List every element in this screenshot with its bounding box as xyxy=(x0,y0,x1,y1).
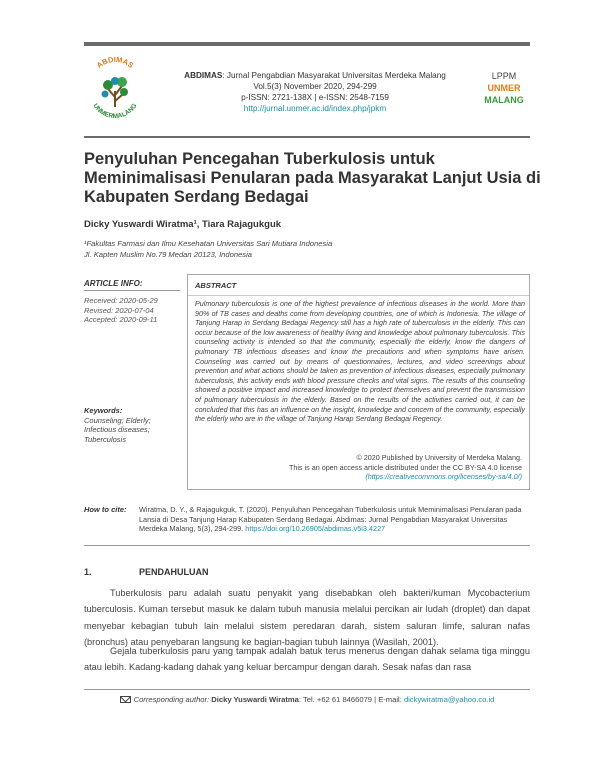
affiliation xyxy=(84,238,332,260)
journal-name: : Jurnal Pengabdian Masyarakat Universitas Merdeka Malang xyxy=(222,71,446,80)
citation-text: Wiratma, D. Y., & Rajagukguk, T. (2020). Penyuluhan Pencegahan Tuberkulosis untuk Meminimalisasi Penularan pada Lansia di Desa Tanjung Harap Kabupaten Serdang Bedagai. Abdimas: Jurnal Pengabdian Masyarakat Universitas Merdeka Malang, 5(3), 294-299. xyxy=(139,505,522,533)
affiliation-line1: ¹Fakultas Farmasi dan Ilmu Kesehatan Universitas Sari Mutiara Indonesia xyxy=(84,239,333,248)
footer-author: Dicky Yuswardi Wiratma xyxy=(211,695,299,704)
license xyxy=(202,453,522,482)
journal-issn: p-ISSN: 2721-138X | e-ISSN: 2548-7159 xyxy=(241,93,389,102)
article-title: Penyuluhan Pencegahan Tuberkulosis untuk Meminimalisasi Penularan pada Masyarakat Lanjut Usia di Kabupaten Serdang Bedagai xyxy=(84,150,541,206)
journal-volume: Vol.5(3) November 2020, 294-299 xyxy=(253,82,377,91)
authors: Dicky Yuswardi Wiratma¹, Tiara Rajagukguk xyxy=(84,219,282,230)
divider xyxy=(84,290,180,291)
svg-text:UNMERMALANG: UNMERMALANG xyxy=(91,102,139,121)
citation-heading: How to cite: xyxy=(84,505,127,514)
footer-label: Corresponding author: xyxy=(133,695,210,704)
article-dates xyxy=(84,296,158,325)
lppm-line3: MALANG xyxy=(484,95,524,105)
journal-info xyxy=(150,70,480,114)
footer-tel: : Tel. +62 61 8466079 | E-mail: xyxy=(298,695,404,704)
license-line1: © 2020 Published by University of Merdeka Malang. xyxy=(356,453,522,462)
abstract-box xyxy=(187,274,530,490)
affiliation-line2: Jl. Kapten Muslim No.79 Medan 20123, Indonesia xyxy=(84,250,253,259)
abdimas-logo xyxy=(84,55,146,123)
footer-email-link[interactable]: dickywiratma@yahoo.co.id xyxy=(403,695,495,704)
header-rule-bottom xyxy=(84,136,530,138)
keyword-line: Counseling; Elderly; xyxy=(84,415,151,425)
section-number: 1. xyxy=(84,567,92,577)
lppm-line1: LPPM xyxy=(491,71,517,81)
keyword-line: Infectious diseases; xyxy=(84,425,150,434)
section-heading xyxy=(84,567,209,577)
lppm-logo xyxy=(478,70,530,106)
keywords xyxy=(84,406,151,444)
journal-acronym: ABDIMAS xyxy=(184,71,223,80)
citation xyxy=(139,505,530,534)
abstract-text: Pulmonary tuberculosis is one of the highest prevalence of infectious diseases in the world. More than 90% of TB cases and deaths come from developing countries, one of which is Indonesia. The village of Tanjung Harap in Serdang Bedagai Regency still has a high rate of tuberculosis in the elderly. This can occur because of the low awareness of healthy living and knowledge about pulmonary tuberculosis. This counseling activity is intended so that the community, especially the elderly, know the dangers of pulmonary TB infectious diseases and know the precautions and when symptoms have arisen. Counseling was carried out by means of questionnaires, lectures, and video screenings about prevention and what actions should be taken as prevention of infectious diseases, especially pulmonary tuberculosis, this activity ends with blood pressure checks and vital signs. The results of this counseling showed a positive impact and increased knowledge to protect themselves and prevent the transmission of pulmonary tuberculosis in the elderly. Based on the results of the activities carried out, it can be concluded that this has an influence on the insight, knowledge and concern of the community, especially the elderly who are in the village of Tanjung Harap Serdang Bedagai Regency. xyxy=(195,300,525,424)
footer xyxy=(84,695,530,704)
license-line2: This is an open access article distributed under the CC BY-SA 4.0 license xyxy=(288,462,522,472)
envelope-icon xyxy=(120,696,131,703)
date-revised: Revised: 2020-07-04 xyxy=(84,305,154,315)
journal-url-link[interactable]: http://jurnal.unmer.ac.id/index.php/jpkm xyxy=(243,104,387,113)
keywords-heading: Keywords: xyxy=(84,406,123,415)
paragraph-1: Tuberkulosis paru adalah suatu penyakit yang disebabkan oleh bakteri/kuman Mycobacterium tuberculosis. Kuman tersebut masuk ke dalam tubuh manusia melalui percikan air ludah (droplet) dan dapat menyebar kebagian tubuh lain melalui sistem peredaran darah, sistem saluran limfe, saluran nafas (bronchus) atau penyebaran langsung ke bagian-bagian tubuh lainnya (Wasilah, 2001). xyxy=(84,588,530,648)
divider xyxy=(84,545,530,546)
footer-rule xyxy=(84,689,530,690)
citation-doi-link[interactable]: https://doi.org/10.26905/abdimas.v5i3.4227 xyxy=(245,524,386,533)
section-title: PENDAHULUAN xyxy=(139,567,209,577)
article-info-heading: ARTICLE INFO: xyxy=(84,279,143,288)
paragraph-2: Gejala tuberkulosis paru yang tampak adalah batuk terus menerus dengan dahak selama tiga minggu atau lebih. Kadang-kadang dahak yang keluar bercampur dengan darah. Sesak nafas dan rasa xyxy=(84,646,530,673)
lppm-line2: UNMER xyxy=(487,83,521,93)
svg-text:ABDIMAS: ABDIMAS xyxy=(94,55,136,70)
date-received: Received: 2020-05-29 xyxy=(84,296,158,305)
license-link[interactable]: (https://creativecommons.org/licenses/by-sa/4.0/) xyxy=(365,472,522,482)
keyword-line: Tuberculosis xyxy=(84,434,126,444)
abstract-heading: ABSTRACT xyxy=(188,275,529,296)
date-accepted: Accepted: 2020-09-11 xyxy=(84,315,158,324)
header-rule-top xyxy=(84,42,530,46)
